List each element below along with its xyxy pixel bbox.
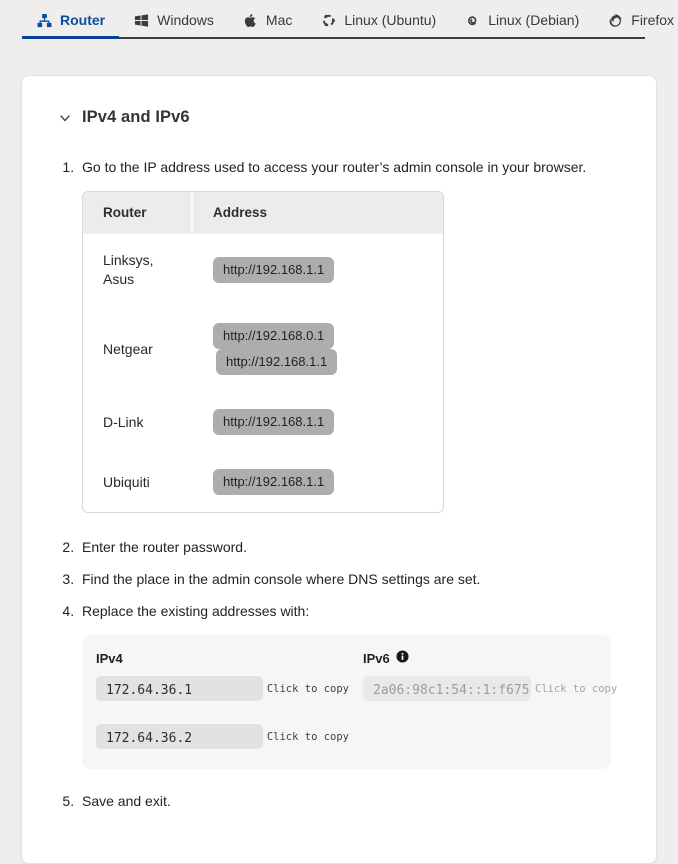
ipv4-column xyxy=(96,649,349,749)
windows-icon xyxy=(133,12,149,28)
click-to-copy-label: Click to copy xyxy=(266,682,349,695)
tab-label: Linux (Debian) xyxy=(488,12,580,28)
tab-label: Windows xyxy=(157,12,214,28)
ipv6-column xyxy=(363,649,617,749)
address-pill[interactable]: http://192.168.0.1 xyxy=(213,323,334,349)
tab-label: Firefox xyxy=(631,12,675,28)
tab-linux-ubuntu[interactable] xyxy=(306,8,450,37)
copy-row xyxy=(363,676,617,701)
apple-icon xyxy=(242,12,258,28)
platform-tabbar xyxy=(22,0,675,39)
table-row xyxy=(83,306,443,392)
step-item xyxy=(78,601,624,769)
instructions-list xyxy=(54,157,624,811)
debian-icon xyxy=(464,12,480,28)
router-address-table xyxy=(82,191,444,513)
chevron-down-icon xyxy=(58,111,72,125)
table-row xyxy=(83,392,443,452)
click-to-copy-label: Click to copy xyxy=(535,682,618,695)
router-name: D-Link xyxy=(103,413,144,430)
address-cell xyxy=(193,234,443,306)
copy-row xyxy=(96,676,349,701)
router-name: Ubiquiti xyxy=(103,473,150,490)
step-text: Find the place in the admin console where DNS settings are set. xyxy=(82,571,481,587)
address-cell xyxy=(193,392,443,452)
dns-addresses-panel xyxy=(82,635,618,769)
step-item xyxy=(78,537,624,557)
table-header-router: Router xyxy=(83,192,193,234)
content-card xyxy=(21,75,657,864)
firefox-icon xyxy=(607,12,623,28)
address-pill[interactable]: http://192.168.1.1 xyxy=(213,409,334,435)
step-item xyxy=(78,791,624,811)
ipv4-secondary-value[interactable]: 172.64.36.2 xyxy=(96,724,263,749)
tab-label: Router xyxy=(60,12,106,28)
step-item xyxy=(78,569,624,589)
sitemap-icon xyxy=(36,12,52,28)
step-text: Go to the IP address used to access your router’s admin console in your browser. xyxy=(82,159,587,175)
router-name: Netgear xyxy=(103,340,153,357)
tab-firefox[interactable] xyxy=(593,8,678,37)
table-header-address: Address xyxy=(193,192,443,234)
tab-label: Linux (Ubuntu) xyxy=(344,12,437,28)
ipv6-label-text: IPv6 xyxy=(363,651,390,666)
router-name: Linksys, Asus xyxy=(103,252,154,287)
step-text: Replace the existing addresses with: xyxy=(82,603,310,619)
step-item xyxy=(78,157,624,513)
ipv6-label xyxy=(363,649,617,669)
section-title: IPv4 and IPv6 xyxy=(82,108,190,126)
address-pill[interactable]: http://192.168.1.1 xyxy=(213,257,334,283)
table-row xyxy=(83,234,443,306)
click-to-copy-label: Click to copy xyxy=(266,730,349,743)
section-header-ipv4-ipv6[interactable] xyxy=(58,108,624,127)
address-pill[interactable]: http://192.168.1.1 xyxy=(213,469,334,495)
copy-row xyxy=(96,724,349,749)
table-row xyxy=(83,452,443,512)
tab-windows[interactable] xyxy=(119,8,228,37)
address-cell xyxy=(193,306,443,392)
tab-linux-debian[interactable] xyxy=(450,8,593,37)
address-pill[interactable]: http://192.168.1.1 xyxy=(216,349,337,375)
ubuntu-icon xyxy=(320,12,336,28)
ipv4-label: IPv4 xyxy=(96,651,123,666)
tab-label: Mac xyxy=(265,12,293,28)
tab-mac[interactable] xyxy=(228,8,306,37)
step-text: Save and exit. xyxy=(82,793,171,809)
address-cell xyxy=(193,452,443,512)
ipv6-primary-value[interactable]: 2a06:98c1:54::1:f675 xyxy=(363,676,531,701)
step-text: Enter the router password. xyxy=(82,539,247,555)
ipv4-primary-value[interactable]: 172.64.36.1 xyxy=(96,676,263,701)
tab-router[interactable] xyxy=(22,8,119,37)
info-icon[interactable] xyxy=(396,650,409,663)
